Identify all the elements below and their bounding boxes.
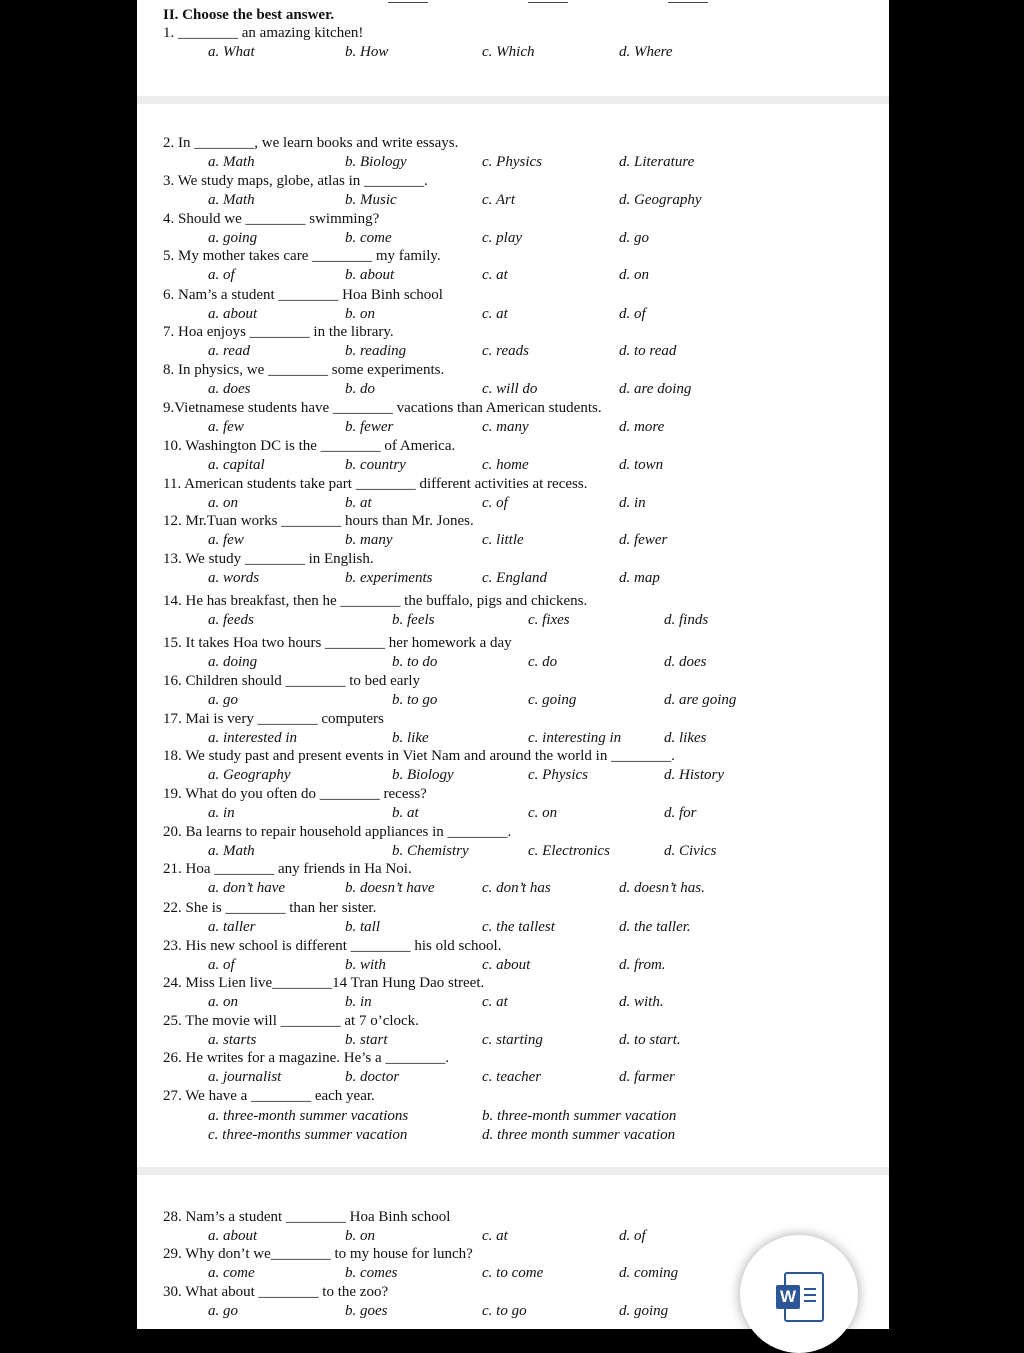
answer-option[interactable]: c. of <box>482 495 508 511</box>
answer-option[interactable]: c. starting <box>482 1032 543 1048</box>
answer-option[interactable]: d. Civics <box>664 843 717 859</box>
answer-option[interactable]: d. Literature <box>619 154 695 170</box>
answer-option[interactable]: a. Math <box>208 154 255 170</box>
question-stem: 11. American students take part ________ different activities at recess. <box>163 476 588 492</box>
answer-option[interactable]: c. Electronics <box>528 843 610 859</box>
answer-option[interactable]: b. many <box>345 532 393 548</box>
answer-option[interactable]: b. comes <box>345 1265 398 1281</box>
answer-option[interactable]: c. to go <box>482 1303 527 1319</box>
answer-option[interactable]: b. fewer <box>345 419 394 435</box>
question-stem: 26. He writes for a magazine. He’s a ________. <box>163 1050 450 1066</box>
answer-option[interactable]: c. the tallest <box>482 919 555 935</box>
question-stem: 10. Washington DC is the ________ of America. <box>163 438 456 454</box>
question-stem: 7. Hoa enjoys ________ in the library. <box>163 324 394 340</box>
answer-option[interactable]: b. doesn’t have <box>345 880 435 896</box>
answer-option[interactable]: d. History <box>664 767 724 783</box>
question-stem: 14. He has breakfast, then he ________ the buffalo, pigs and chickens. <box>163 593 588 609</box>
answer-option[interactable]: b. goes <box>345 1303 388 1319</box>
question-stem: 6. Nam’s a student ________ Hoa Binh school <box>163 287 443 303</box>
answer-option[interactable]: c. to come <box>482 1265 544 1281</box>
answer-option[interactable]: c. going <box>528 692 577 708</box>
answer-option[interactable]: a. come <box>208 1265 255 1281</box>
question-stem: 2. In ________, we learn books and write essays. <box>163 135 459 151</box>
answer-option[interactable]: d. doesn’t has. <box>619 880 705 896</box>
answer-option[interactable]: d. map <box>619 570 660 586</box>
answer-option[interactable]: c. reads <box>482 343 529 359</box>
answer-option[interactable]: d. go <box>619 230 649 246</box>
answer-option[interactable]: b. tall <box>345 919 381 935</box>
answer-option[interactable]: c. Physics <box>528 767 588 783</box>
page-separator <box>137 1167 889 1175</box>
question-stem: 5. My mother takes care ________ my family. <box>163 248 441 264</box>
answer-option[interactable]: b. Biology <box>392 767 454 783</box>
answer-option[interactable]: a. Math <box>208 192 255 208</box>
question-stem: 25. The movie will ________ at 7 o’clock. <box>163 1013 419 1029</box>
answer-option[interactable]: a. about <box>208 306 258 322</box>
answer-option[interactable]: a. words <box>208 570 260 586</box>
word-letter-icon: W <box>776 1285 800 1309</box>
question-stem: 28. Nam’s a student ________ Hoa Binh school <box>163 1209 451 1225</box>
answer-option[interactable]: c. interesting in <box>528 730 622 746</box>
answer-option[interactable]: a. go <box>208 1303 238 1319</box>
question-stem: 4. Should we ________ swimming? <box>163 211 380 227</box>
answer-option[interactable]: b. to go <box>392 692 438 708</box>
answer-option[interactable]: b. with <box>345 957 386 973</box>
answer-option[interactable]: d. on <box>619 267 649 283</box>
answer-option[interactable]: c. England <box>482 570 547 586</box>
answer-option[interactable]: d. are going <box>664 692 737 708</box>
answer-option[interactable]: b. to do <box>392 654 438 670</box>
answer-option[interactable]: d. finds <box>664 612 709 628</box>
answer-option[interactable]: b. at <box>392 805 419 821</box>
question-stem: 18. We study past and present events in Viet Nam and around the world in ________. <box>163 748 675 764</box>
answer-option[interactable]: b. at <box>345 495 372 511</box>
answer-option[interactable]: a. doing <box>208 654 258 670</box>
answer-option[interactable]: c. on <box>528 805 558 821</box>
answer-option[interactable]: c. at <box>482 267 508 283</box>
answer-option[interactable]: a. on <box>208 495 238 511</box>
answer-option[interactable]: d. to start. <box>619 1032 681 1048</box>
answer-option[interactable]: a. few <box>208 532 244 548</box>
answer-option[interactable]: a. three-month summer vacations <box>208 1108 409 1124</box>
answer-option[interactable]: c. Which <box>482 44 535 60</box>
answer-option[interactable]: c. little <box>482 532 524 548</box>
answer-option[interactable]: a. go <box>208 692 238 708</box>
answer-option[interactable]: b. country <box>345 457 406 473</box>
answer-option[interactable]: d. the taller. <box>619 919 691 935</box>
question-stem: 9.Vietnamese students have ________ vacations than American students. <box>163 400 602 416</box>
answer-option[interactable]: c. home <box>482 457 529 473</box>
question-stem: 13. We study ________ in English. <box>163 551 374 567</box>
text-lines-icon <box>804 1288 816 1306</box>
answer-option[interactable]: a. What <box>208 44 255 60</box>
answer-option[interactable]: d. does <box>664 654 707 670</box>
answer-option[interactable]: d. fewer <box>619 532 668 548</box>
answer-option[interactable]: b. doctor <box>345 1069 400 1085</box>
answer-option[interactable]: a. in <box>208 805 235 821</box>
answer-option[interactable]: b. experiments <box>345 570 433 586</box>
answer-option[interactable]: b. on <box>345 306 375 322</box>
section-title: II. Choose the best answer. <box>163 7 335 23</box>
answer-option[interactable]: a. of <box>208 267 235 283</box>
answer-option[interactable]: a. Geography <box>208 767 291 783</box>
question-stem: 22. She is ________ than her sister. <box>163 900 377 916</box>
question-stem: 3. We study maps, globe, atlas in ________. <box>163 173 428 189</box>
answer-option[interactable]: a. feeds <box>208 612 254 628</box>
answer-option[interactable]: a. on <box>208 994 238 1010</box>
question-stem: 24. Miss Lien live________14 Tran Hung Dao street. <box>163 975 485 991</box>
question-stem: 21. Hoa ________ any friends in Ha Noi. <box>163 861 412 877</box>
answer-option[interactable]: b. How <box>345 44 389 60</box>
answer-option[interactable]: b. come <box>345 230 392 246</box>
answer-option[interactable]: b. feels <box>392 612 435 628</box>
answer-option[interactable]: d. likes <box>664 730 707 746</box>
answer-option[interactable]: c. Physics <box>482 154 542 170</box>
answer-option[interactable]: b. Music <box>345 192 397 208</box>
question-stem: 1. ________ an amazing kitchen! <box>163 25 364 41</box>
answer-option[interactable]: d. Geography <box>619 192 702 208</box>
answer-option[interactable]: c. at <box>482 306 508 322</box>
answer-option[interactable]: b. in <box>345 994 372 1010</box>
answer-option[interactable]: d. from. <box>619 957 666 973</box>
answer-option[interactable]: c. don’t has <box>482 880 551 896</box>
answer-option[interactable]: c. at <box>482 1228 508 1244</box>
answer-option[interactable]: c. will do <box>482 381 538 397</box>
answer-option[interactable]: a. going <box>208 230 258 246</box>
answer-option[interactable]: a. read <box>208 343 250 359</box>
answer-option[interactable]: d. more <box>619 419 665 435</box>
question-stem: 17. Mai is very ________ computers <box>163 711 384 727</box>
answer-option[interactable]: c. at <box>482 994 508 1010</box>
answer-option[interactable]: d. going <box>619 1303 669 1319</box>
answer-option[interactable]: d. town <box>619 457 664 473</box>
question-stem: 29. Why don’t we________ to my house for lunch? <box>163 1246 473 1262</box>
answer-option[interactable]: d. for <box>664 805 697 821</box>
answer-option[interactable]: c. about <box>482 957 531 973</box>
answer-option[interactable]: a. capital <box>208 457 265 473</box>
cut-off-underline <box>668 0 708 3</box>
answer-option[interactable]: b. about <box>345 267 395 283</box>
answer-option[interactable]: c. many <box>482 419 529 435</box>
answer-option[interactable]: b. do <box>345 381 375 397</box>
answer-option[interactable]: b. three-month summer vacation <box>482 1108 677 1124</box>
answer-option[interactable]: a. few <box>208 419 244 435</box>
answer-option[interactable]: d. three month summer vacation <box>482 1127 676 1143</box>
answer-option[interactable]: d. of <box>619 306 646 322</box>
answer-option[interactable]: a. journalist <box>208 1069 282 1085</box>
answer-option[interactable]: b. on <box>345 1228 375 1244</box>
answer-option[interactable]: b. Biology <box>345 154 407 170</box>
answer-option[interactable]: c. three-months summer vacation <box>208 1127 408 1143</box>
answer-option[interactable]: d. coming <box>619 1265 679 1281</box>
answer-option[interactable]: c. Art <box>482 192 516 208</box>
question-stem: 23. His new school is different ________ his old school. <box>163 938 502 954</box>
question-stem: 30. What about ________ to the zoo? <box>163 1284 389 1300</box>
answer-option[interactable]: a. starts <box>208 1032 257 1048</box>
cut-off-underline <box>388 0 428 3</box>
question-stem: 8. In physics, we ________ some experiments. <box>163 362 445 378</box>
answer-option[interactable]: c. play <box>482 230 522 246</box>
answer-option[interactable]: c. fixes <box>528 612 570 628</box>
answer-option[interactable]: a. taller <box>208 919 256 935</box>
answer-option[interactable]: b. Chemistry <box>392 843 469 859</box>
answer-option[interactable]: d. of <box>619 1228 646 1244</box>
answer-option[interactable]: b. like <box>392 730 429 746</box>
question-stem: 27. We have a ________ each year. <box>163 1088 375 1104</box>
question-stem: 20. Ba learns to repair household appliances in ________. <box>163 824 512 840</box>
answer-option[interactable]: b. reading <box>345 343 407 359</box>
question-stem: 16. Children should ________ to bed early <box>163 673 421 689</box>
answer-option[interactable]: d. in <box>619 495 646 511</box>
answer-option[interactable]: d. to read <box>619 343 677 359</box>
page-separator <box>137 96 889 104</box>
answer-option[interactable]: a. does <box>208 381 251 397</box>
answer-option[interactable]: a. don’t have <box>208 880 286 896</box>
answer-option[interactable]: d. are doing <box>619 381 692 397</box>
answer-option[interactable]: a. Math <box>208 843 255 859</box>
cut-off-underline <box>528 0 568 3</box>
answer-option[interactable]: a. interested in <box>208 730 298 746</box>
answer-option[interactable]: a. about <box>208 1228 258 1244</box>
answer-option[interactable]: d. Where <box>619 44 673 60</box>
question-stem: 19. What do you often do ________ recess? <box>163 786 427 802</box>
answer-option[interactable]: d. with. <box>619 994 664 1010</box>
answer-option[interactable]: d. farmer <box>619 1069 675 1085</box>
answer-option[interactable]: c. do <box>528 654 558 670</box>
question-stem: 12. Mr.Tuan works ________ hours than Mr. Jones. <box>163 513 474 529</box>
answer-option[interactable]: a. of <box>208 957 235 973</box>
answer-option[interactable]: c. teacher <box>482 1069 542 1085</box>
question-stem: 15. It takes Hoa two hours ________ her homework a day <box>163 635 512 651</box>
answer-option[interactable]: b. start <box>345 1032 388 1048</box>
